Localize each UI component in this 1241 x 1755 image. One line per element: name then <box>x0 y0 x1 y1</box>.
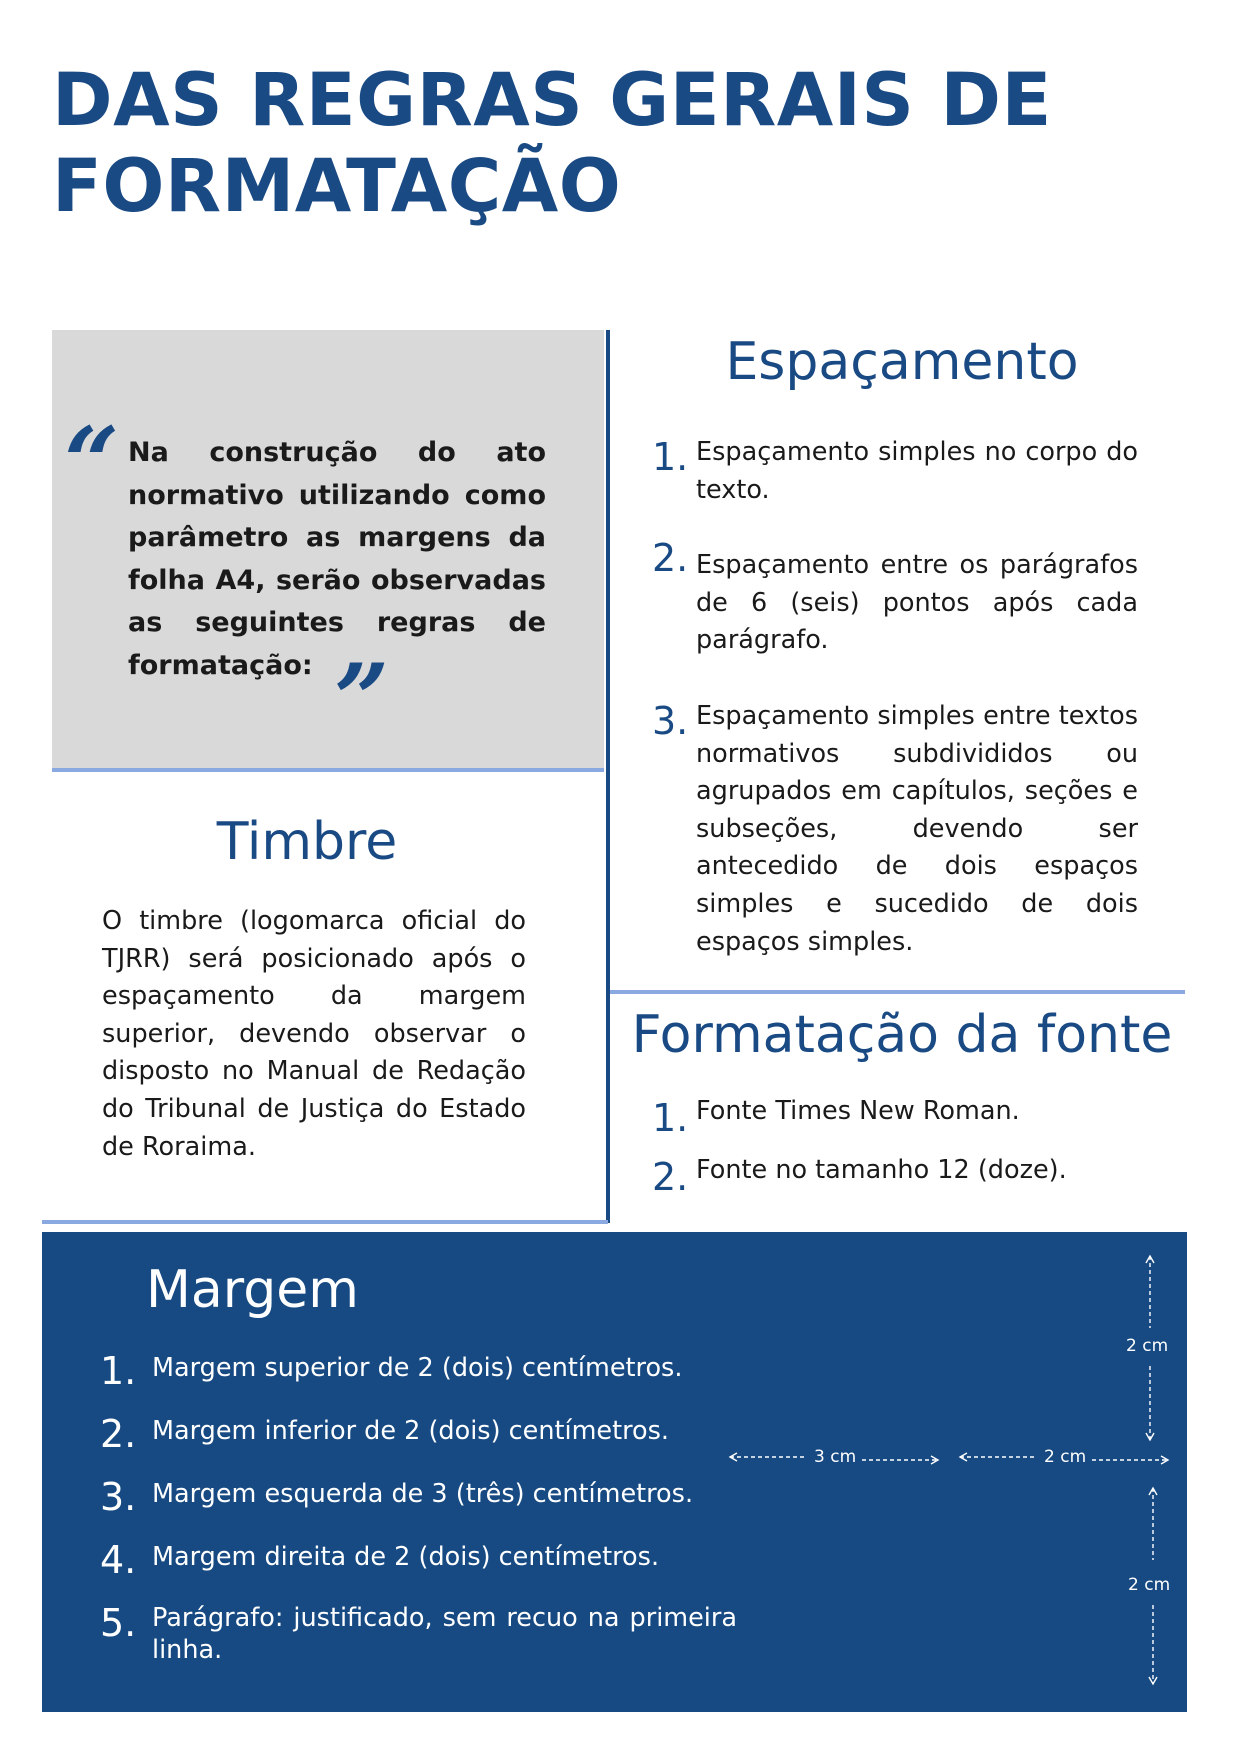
left-margin-label: 3 cm <box>814 1447 857 1467</box>
top-margin-label: 2 cm <box>1126 1336 1169 1356</box>
open-quote-icon: “ <box>64 406 120 519</box>
quote-text: Na construção do ato normativo utilizando como parâmetro as margens da folha A4, serão observadas as seguintes regras de formatação: <box>128 437 546 681</box>
list-item-text: Margem esquerda de 3 (três) centímetros. <box>152 1479 694 1509</box>
list-item-text: Espaçamento simples no corpo do texto. <box>696 437 1138 505</box>
timbre-text: O timbre (logomarca oficial do TJRR) será posicionado após o espaçamento da margem superior, devendo observar o disposto no Manual de Redação do Tribunal de Justiça do Estado de Roraima. <box>102 906 526 1162</box>
list-number: 2. <box>100 1412 137 1456</box>
list-number: 1. <box>100 1349 137 1393</box>
list-number: 3. <box>100 1475 137 1519</box>
margem-title: Margem <box>146 1260 359 1320</box>
list-item-text: Fonte no tamanho 12 (doze). <box>696 1155 1067 1185</box>
list-item-text: Fonte Times New Roman. <box>696 1096 1020 1126</box>
list-number: 1. <box>652 435 689 479</box>
close-quote-icon: ” <box>334 643 390 756</box>
right-margin-label: 2 cm <box>1044 1447 1087 1467</box>
list-item-text: Espaçamento simples entre textos normativos subdivididos ou agrupados em capítulos, seções e subseções, devendo ser antecedido de dois espaços simples e sucedido de dois espaços simples. <box>696 701 1138 957</box>
fonte-title: Formatação da fonte <box>631 1005 1173 1065</box>
timbre-title: Timbre <box>216 812 398 872</box>
list-number: 1. <box>652 1096 689 1140</box>
list-number: 2. <box>652 536 689 580</box>
list-item-text: Margem superior de 2 (dois) centímetros. <box>152 1353 683 1383</box>
list-number: 4. <box>100 1538 137 1582</box>
list-item-text: Parágrafo: justificado, sem recuo na primeira linha. <box>152 1603 737 1665</box>
page-title-line-2: FORMATAÇÃO <box>52 144 622 229</box>
list-item-text: Margem direita de 2 (dois) centímetros. <box>152 1542 660 1572</box>
list-item-text: Espaçamento entre os parágrafos de 6 (seis) pontos após cada parágrafo. <box>696 550 1138 656</box>
bottom-margin-label: 2 cm <box>1128 1575 1171 1595</box>
list-item-text: Margem inferior de 2 (dois) centímetros. <box>152 1416 670 1446</box>
list-number: 5. <box>100 1601 137 1645</box>
espacamento-title: Espaçamento <box>725 332 1079 392</box>
list-number: 2. <box>652 1155 689 1199</box>
list-number: 3. <box>652 699 689 743</box>
page-title-line-1: DAS REGRAS GERAIS DE <box>52 58 1052 143</box>
